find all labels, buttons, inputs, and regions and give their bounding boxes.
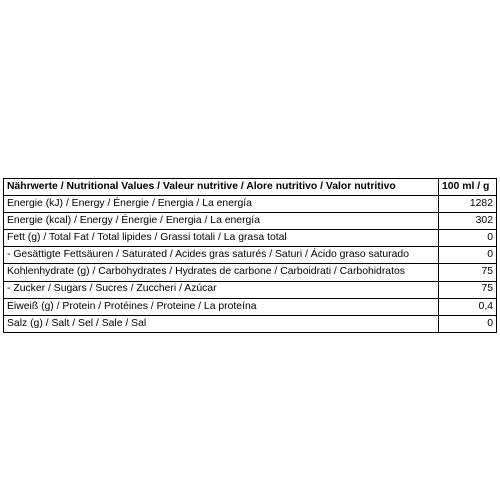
row-label-sugars: - Zucker / Sugars / Sucres / Zuccheri / Azúcar [4, 281, 439, 298]
row-label-carbohydrates: Kohlenhydrate (g) / Carbohydrates / Hydrates de carbone / Carboidrati / Carbohidratos [4, 264, 439, 281]
row-value-sugars: 75 [439, 281, 497, 298]
row-label-saturated: - Gesättigte Fettsäuren / Saturated / Acides gras saturés / Saturi / Ácido graso saturado [4, 247, 439, 264]
table-row [4, 315, 497, 332]
row-label-protein: Eiweiß (g) / Protein / Protéines / Proteine / La proteína [4, 298, 439, 315]
row-value-carbohydrates: 75 [439, 264, 497, 281]
table-row [4, 247, 497, 264]
row-value-salt: 0 [439, 315, 497, 332]
table-header-row [4, 179, 497, 196]
header-unit-cell: 100 ml / g [439, 179, 497, 196]
row-value-protein: 0,4 [439, 298, 497, 315]
table-row [4, 213, 497, 230]
row-label-salt: Salz (g) / Salt / Sel / Sale / Sal [4, 315, 439, 332]
nutrition-table [3, 178, 497, 333]
header-label-cell: Nährwerte / Nutritional Values / Valeur nutritive / Alore nutritivo / Valor nutritivo [4, 179, 439, 196]
table-row [4, 264, 497, 281]
row-value-fat: 0 [439, 230, 497, 247]
row-value-energy-kcal: 302 [439, 213, 497, 230]
table-row [4, 298, 497, 315]
row-value-energy-kj: 1282 [439, 196, 497, 213]
table-row [4, 230, 497, 247]
row-label-fat: Fett (g) / Total Fat / Total lipides / Grassi totali / La grasa total [4, 230, 439, 247]
table-row [4, 281, 497, 298]
row-label-energy-kcal: Energie (kcal) / Energy / Énergie / Energia / La energía [4, 213, 439, 230]
row-label-energy-kj: Energie (kJ) / Energy / Énergie / Energia / La energía [4, 196, 439, 213]
row-value-saturated: 0 [439, 247, 497, 264]
table-row [4, 196, 497, 213]
